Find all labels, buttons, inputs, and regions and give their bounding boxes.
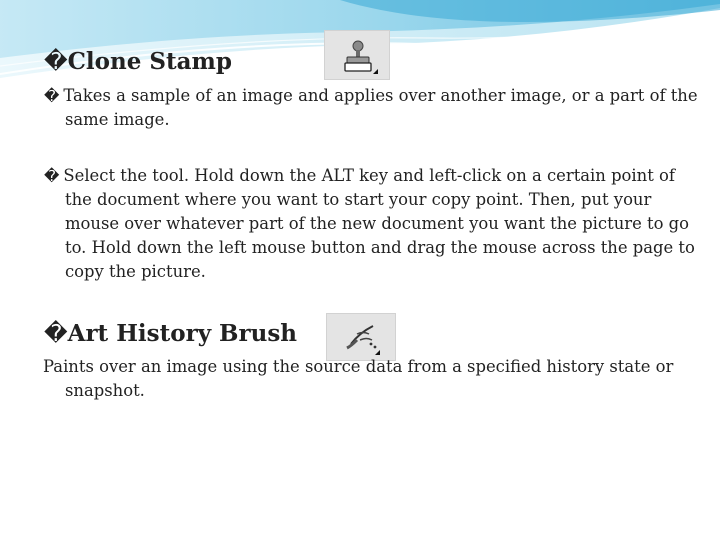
heading-text: Clone Stamp bbox=[67, 48, 232, 75]
clone-stamp-tool-icon bbox=[324, 30, 390, 80]
bullet-glyph: � bbox=[44, 167, 60, 185]
art-history-brush-tool-icon bbox=[326, 313, 396, 361]
bullet-paragraph bbox=[44, 84, 705, 132]
heading-text: Art History Brush bbox=[67, 320, 298, 347]
bullet-glyph: � bbox=[44, 87, 60, 105]
bullet-text: Takes a sample of an image and applies over another image, or a part of the same image. bbox=[63, 86, 698, 129]
section-heading-clone-stamp bbox=[44, 48, 232, 75]
body-paragraph bbox=[43, 355, 705, 403]
bullet-text: Select the tool. Hold down the ALT key and left-click on a certain point of the document where you want to start your copy point. Then, put your mouse over whatever part of the new document you want the picture to go to. Hold down the left mouse button and drag the mouse across the page to copy the picture. bbox=[63, 166, 695, 281]
heading-bullet: � bbox=[44, 49, 68, 75]
body-text: Paints over an image using the source data from a specified history state or snapshot. bbox=[43, 357, 674, 400]
section-heading-art-history-brush bbox=[44, 320, 297, 347]
bullet-paragraph bbox=[44, 164, 705, 284]
heading-bullet: � bbox=[44, 321, 68, 347]
